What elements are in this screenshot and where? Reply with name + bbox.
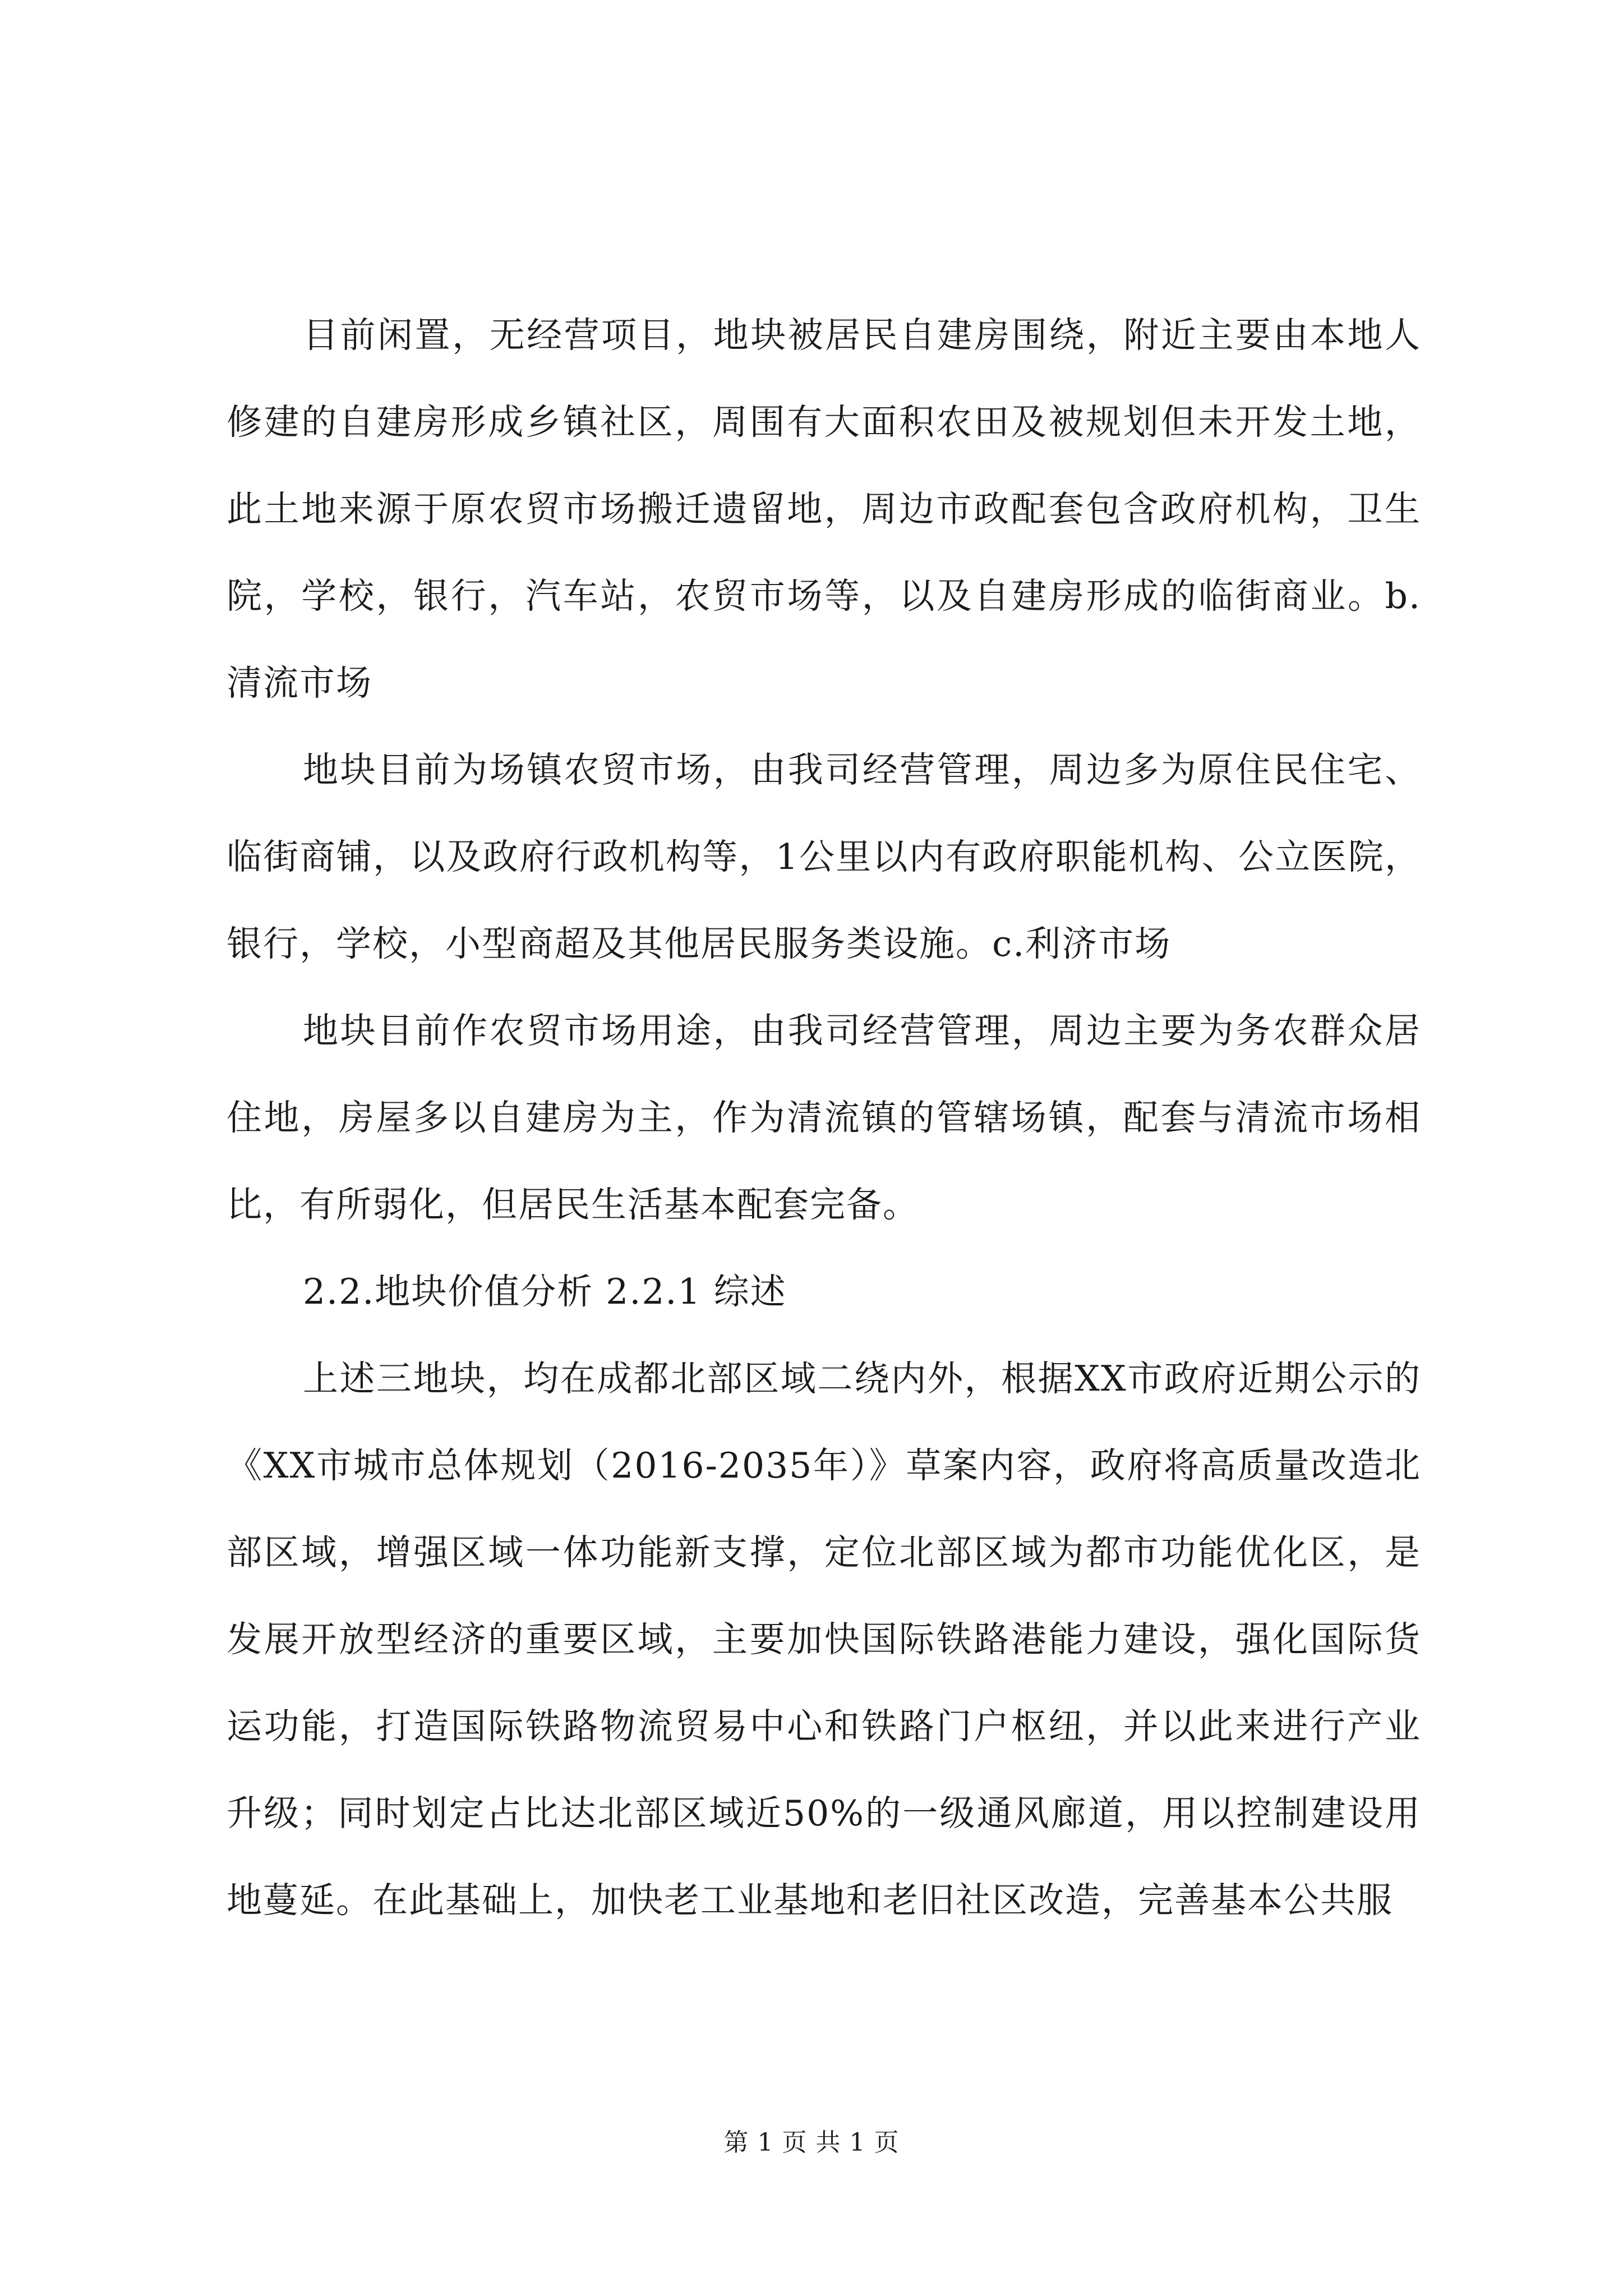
paragraph-site-2: 地块目前为场镇农贸市场，由我司经营管理，周边多为原住民住宅、临街商铺，以及政府行政机构等，1公里以内有政府职能机构、公立医院，银行，学校，小型商超及其他居民服务类设施。c.利济市场	[227, 749, 1421, 964]
paragraph-overview: 上述三地块，均在成都北部区域二绕内外，根据XX市政府近期公示的《XX市城市总体规划（2016-2035年）》草案内容，政府将高质量改造北部区域，增强区域一体功能新支撑，定位北部区域为都市功能优化区，是发展开放型经济的重要区域，主要加快国际铁路港能力建设，强化国际货运功能，打造国际铁路物流贸易中心和铁路门户枢纽，并以此来进行产业升级；同时划定占比达北部区域近50%的一级通风廊道，用以控制建设用地蔓延。在此基础上，加快老工业基地和老旧社区改造，完善基本公共服	[227, 1358, 1421, 1921]
section-heading: 2.2.地块价值分析 2.2.1 综述	[303, 1271, 787, 1312]
document-body	[227, 292, 1421, 1944]
page-number-footer: 第 1 页 共 1 页	[723, 2128, 900, 2157]
paragraph-site-1: 目前闲置，无经营项目，地块被居民自建房围绕，附近主要由本地人修建的自建房形成乡镇社区，周围有大面积农田及被规划但未开发土地，此土地来源于原农贸市场搬迁遗留地，周边市政配套包含政府机构，卫生院，学校，银行，汽车站，农贸市场等，以及自建房形成的临街商业。b.清流市场	[227, 315, 1421, 703]
paragraph-site-3: 地块目前作农贸市场用途，由我司经营管理，周边主要为务农群众居住地，房屋多以自建房为主，作为清流镇的管辖场镇，配套与清流市场相比，有所弱化，但居民生活基本配套完备。	[227, 1010, 1421, 1225]
